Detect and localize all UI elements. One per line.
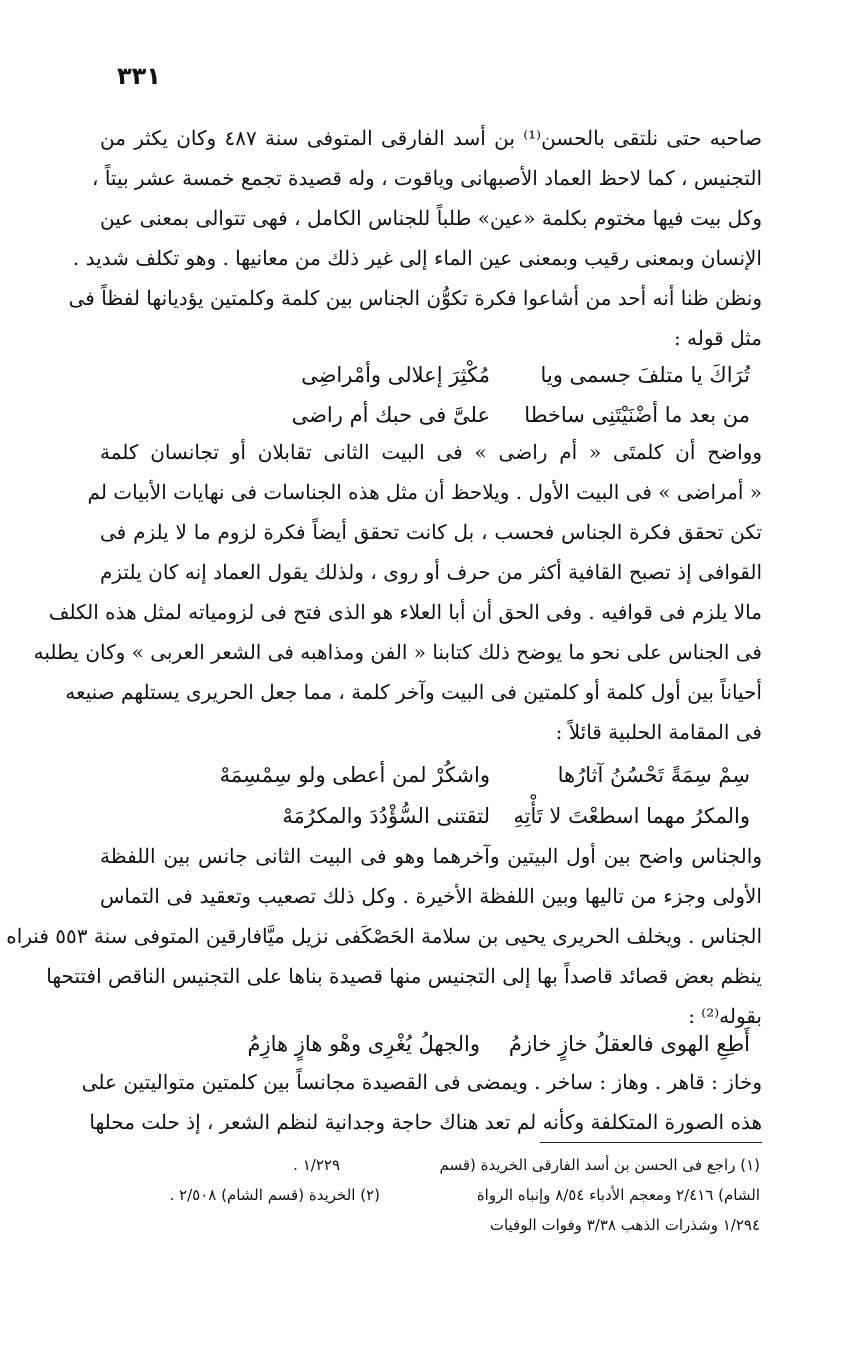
text-line: ينظم بعض قصائد قاصداً بها إلى التجنيس منها قصيدة بناها على التجنيس الناقص افتتحها <box>46 964 762 988</box>
footnote-2: (٢) الخريدة (قسم الشام) ٢/٥٠٨ . <box>169 1186 380 1204</box>
verse-hemistich: واشكُرْ لمن أعطى ولو سِمْسِمَهْ <box>219 763 490 787</box>
text-line: وكل بيت فيها مختوم بكلمة «عين» طلباً للجناس الكامل ، فهى تتوالى بمعنى عين <box>100 206 762 230</box>
text-line: « أمراضى » فى البيت الأول . ويلاحظ أن مثل هذه الجناسات فى نهايات الأبيات لم <box>87 480 762 504</box>
footnote-1-cont: الشام) ٢/٤١٦ ومعجم الأدباء ٨/٥٤ وإنباه الرواة <box>476 1186 760 1204</box>
paragraph-2 <box>33 432 762 752</box>
footnote-1: (١) راجع فى الحسن بن أسد الفارقى الخريدة (قسم <box>439 1156 760 1174</box>
paragraph-3 <box>6 836 762 1036</box>
verse-hemistich: علىَّ فى حبك أم راضى <box>291 403 490 427</box>
verse-hemistich: والمكرُ مهما اسطعْتَ لا تَأْتِهِ <box>513 804 750 828</box>
text-line: تكن تحقق فكرة الجناس فحسب ، بل كانت تحقق أيضاً فكرة لزوم ما لا يلزم فى <box>100 520 762 544</box>
text-line: مثل قوله : <box>673 326 762 350</box>
footnote-1-cont: ١/٢٩٤ وشذرات الذهب ٣/٣٨ وفوات الوفيات <box>489 1216 760 1234</box>
verse-hemistich: والجهلُ يُغْرِى وهْو هازٍ هازِمُ <box>247 1032 480 1056</box>
text-line: مالا يلزم فى قوافيه . وفى الحق أن أبا العلاء هو الذى فتح فى لزومياته لمثل هذه الكلف <box>48 600 762 624</box>
page-number: ٣٣١ <box>117 62 161 90</box>
text-line: وواضح أن كلمتَى « أم راضى » فى البيت الثانى تقابلان أو تجانسان كلمة <box>100 440 762 464</box>
footnote-1-end: ١/٢٢٩ . <box>293 1156 340 1174</box>
text-line: صاحبه حتى نلتقى بالحسن⁽¹⁾ بن أسد الفارقى المتوفى سنة ٤٨٧ وكان يكثر من <box>100 126 762 150</box>
paragraph-1 <box>68 118 762 358</box>
text-line: فى المقامة الحلبية قائلاً : <box>555 720 762 744</box>
text-line: أحياناً بين أول كلمة أو كلمتين فى البيت وآخر كلمة ، مما جعل الحريرى يستلهم صنيعه <box>65 680 762 704</box>
text-line: هذه الصورة المتكلفة وكأنه لم تعد هناك حاجة وجدانية لنظم الشعر ، إذ حلت محلها <box>89 1110 762 1134</box>
verse-hemistich: سِمْ سِمَةً تَحْسُنُ آثارُها <box>557 763 750 787</box>
paragraph-4 <box>81 1062 762 1142</box>
text-line: التجنيس ، كما لاحظ العماد الأصبهانى وياقوت ، وله قصيدة تجمع خمسة عشر بيتاً ، <box>92 166 762 190</box>
text-line: والجناس واضح بين أول البيتين وآخرهما وهو فى البيت الثانى جانس بين اللفظة <box>100 844 762 868</box>
text-line: وخاز : قاهر . وهاز : ساخر . ويمضى فى القصيدة مجانساً بين كلمتين متواليتين على <box>81 1070 762 1094</box>
text-line: الجناس . ويخلف الحريرى يحيى بن سلامة الحَصْكَفى نزيل ميَّافارقين المتوفى سنة ٥٥٣ فنراه <box>6 924 762 948</box>
text-line: الإنسان وبمعنى رقيب وبمعنى عين الماء إلى غير ذلك من معانيها . وهو تكلف شديد . <box>72 246 762 270</box>
text-line: بقوله⁽²⁾ : <box>688 1004 762 1028</box>
verse-hemistich: مُكْثِرَ إعلالى وأمْراضِى <box>301 363 490 387</box>
text-line: القوافى إذ تصبح القافية أكثر من حرف أو روى ، ولذلك يقول العماد إنه كان يلتزم <box>100 560 762 584</box>
text-line: ونظن ظنا أنه أحد من أشاعوا فكرة تكوُّن الجناس بين كلمة وكلمتين يؤديانها لفظاً فى <box>68 286 762 310</box>
footnote-separator <box>540 1142 762 1143</box>
text-line: فى الجناس على نحو ما يوضح ذلك كتابنا « الفن ومذاهبه فى الشعر العربى » وكان يطلبه <box>33 640 762 664</box>
verse-hemistich: لتقتنى السُّؤْدُدَ والمكرُمَهْ <box>282 804 490 828</box>
text-line: الأولى وجزء من تاليها وبين اللفظة الأخيرة . وكل ذلك تصعيب وتعقيد فى التماس <box>100 884 762 908</box>
verse-hemistich: تُرَاكَ يا متلفَ جسمى ويا <box>540 363 750 387</box>
verse-hemistich: أَطِعِ الهوى فالعقلُ خازٍ خازمُ <box>508 1032 750 1056</box>
verse-hemistich: من بعد ما أضْنَيْتَنِى ساخطا <box>524 403 750 427</box>
